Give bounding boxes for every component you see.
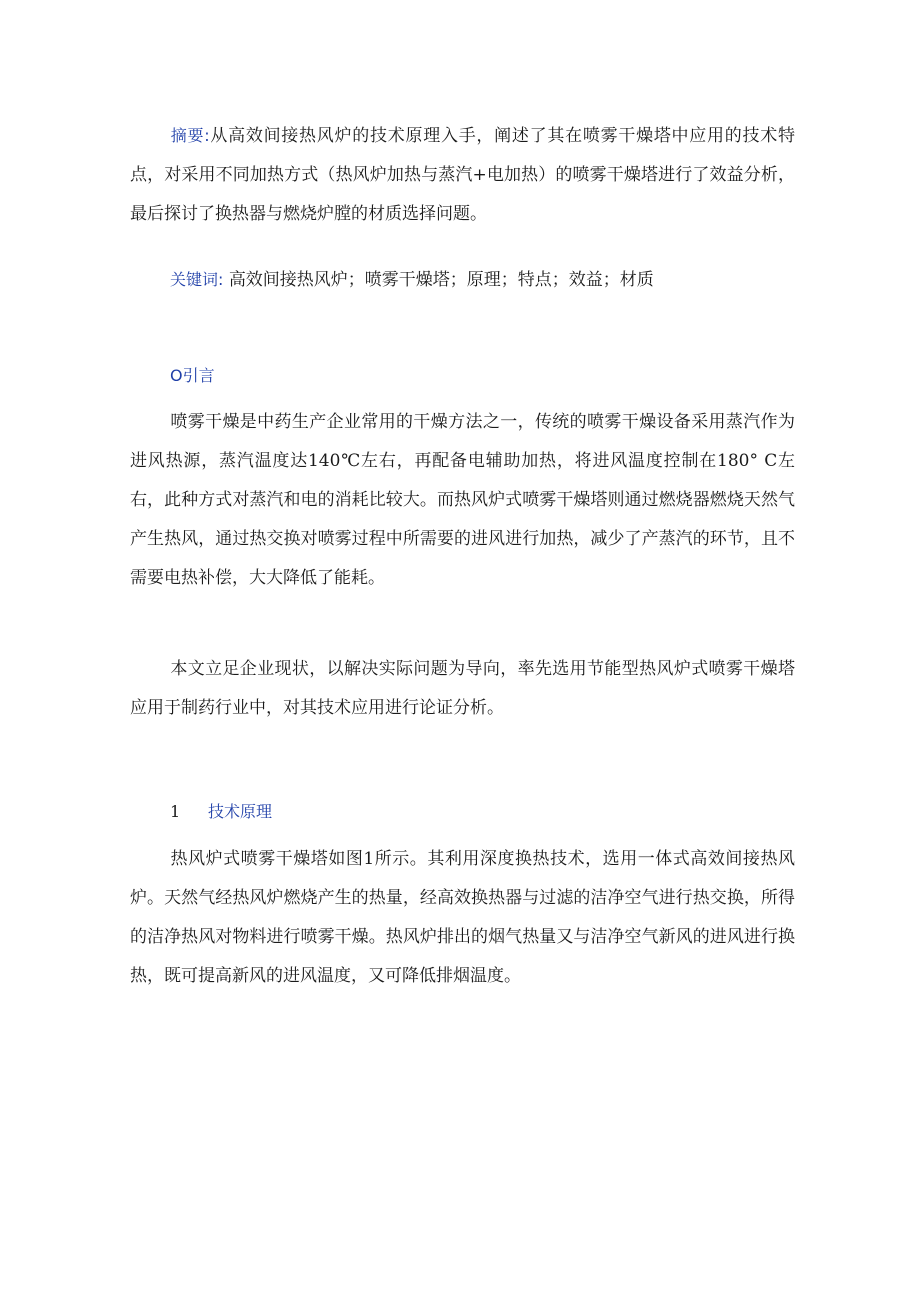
keywords-label: 关键词: bbox=[170, 270, 224, 289]
paragraph-text: 热风炉式喷雾干燥塔如图1所示。其利用深度换热技术，选用一体式高效间接热风炉。天然气经热风炉燃烧产生的热量，经高效换热器与过滤的洁净空气进行热交换，所得的洁净热风对物料进行喷雾干燥。热风炉排出的烟气热量又与洁净空气新风的进风进行换热，既可提高新风的进风温度，又可降低排烟温度。 bbox=[130, 849, 795, 986]
paragraph-text: 喷雾干燥是中药生产企业常用的干燥方法之一，传统的喷雾干燥设备采用蒸汽作为进风热源，蒸汽温度达140℃左右，再配备电辅助加热，将进风温度控制在180° C左右，此种方式对蒸汽和电的消耗比较大。而热风炉式喷雾干燥塔则通过燃烧器燃烧天然气产生热风，通过热交换对喷雾过程中所需要的进风进行加热，减少了产蒸汽的环节，且不需要电热补偿，大大降低了能耗。 bbox=[130, 412, 795, 588]
keywords-text: 高效间接热风炉；喷雾干燥塔；原理；特点；效益；材质 bbox=[228, 270, 654, 290]
intro-paragraph-2 bbox=[130, 650, 795, 728]
section-number: 1 bbox=[170, 802, 181, 821]
paragraph-text: 本文立足企业现状，以解决实际问题为导向，率先选用节能型热风炉式喷雾干燥塔应用于制药行业中，对其技术应用进行论证分析。 bbox=[130, 659, 795, 718]
section-title: 技术原理 bbox=[208, 802, 273, 821]
abstract-label: 摘要: bbox=[170, 126, 210, 145]
principle-paragraph-1 bbox=[130, 840, 795, 996]
abstract-paragraph bbox=[130, 116, 795, 234]
keywords-paragraph bbox=[130, 260, 795, 300]
section-heading-principle bbox=[170, 800, 272, 824]
intro-paragraph-1 bbox=[130, 403, 795, 598]
section-heading-introduction bbox=[170, 364, 215, 388]
section-title: O引言 bbox=[170, 366, 215, 385]
abstract-text: 从高效间接热风炉的技术原理入手，阐述了其在喷雾干燥塔中应用的技术特点，对采用不同加热方式（热风炉加热与蒸汽+电加热）的喷雾干燥塔进行了效益分析，最后探讨了换热器与燃烧炉膛的材质选择问题。 bbox=[130, 126, 795, 224]
